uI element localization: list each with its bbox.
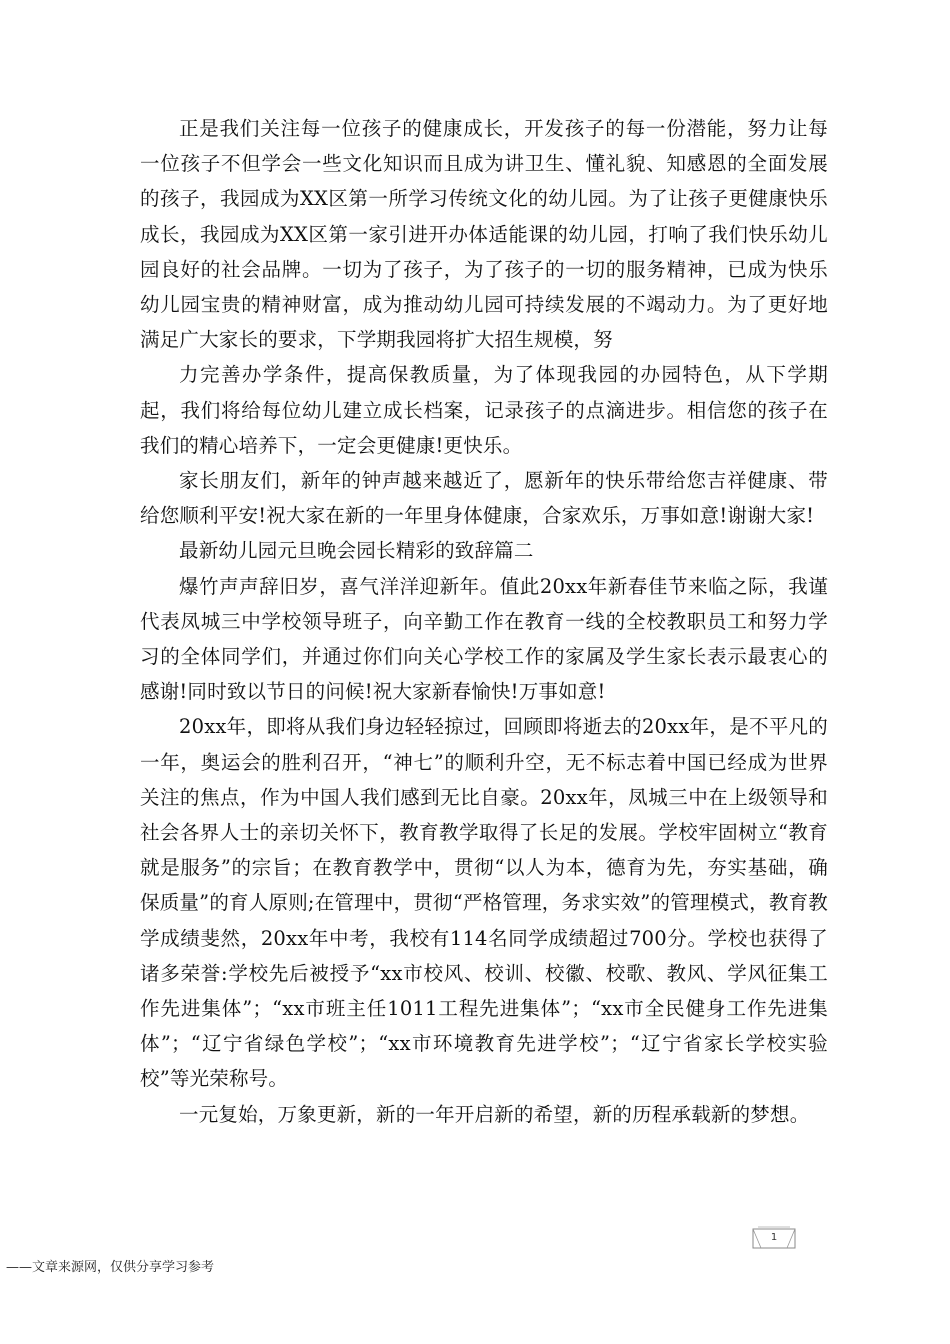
- paragraph: 力完善办学条件，提高保教质量，为了体现我园的办园特色，从下学期起，我们将给每位幼儿建立成长档案，记录孩子的点滴进步。相信您的孩子在我们的精心培养下，一定会更健康!更快乐。: [140, 363, 828, 457]
- page-number-frame: [752, 1226, 796, 1250]
- paragraph: 家长朋友们，新年的钟声越来越近了，愿新年的快乐带给您吉祥健康、带给您顺利平安!祝大家在新的一年里身体健康，合家欢乐，万事如意!谢谢大家!: [140, 469, 828, 528]
- source-note: ——文章来源网，仅供分享学习参考: [6, 1260, 215, 1275]
- document-body: [140, 111, 828, 1132]
- section-heading: 最新幼儿园元旦晚会园长精彩的致辞篇二: [179, 539, 534, 563]
- paragraph: 一元复始，万象更新，新的一年开启新的希望，新的历程承载新的梦想。: [179, 1102, 810, 1126]
- paragraph: 正是我们关注每一位孩子的健康成长，开发孩子的每一份潜能，努力让每一位孩子不但学会一些文化知识而且成为讲卫生、懂礼貌、知感恩的全面发展的孩子，我园成为XX区第一所学习传统文化的幼儿园。为了让孩子更健康快乐成长，我园成为XX区第一家引进开办体适能课的幼儿园，打响了我们快乐幼儿园良好的社会品牌。一切为了孩子，为了孩子的一切的服务精神，已成为快乐幼儿园宝贵的精神财富，成为推动幼儿园可持续发展的不竭动力。为了更好地满足广大家长的要求，下学期我园将扩大招生规模，努: [140, 117, 828, 352]
- paragraph: 20xx年，即将从我们身边轻轻掠过，回顾即将逝去的20xx年，是不平凡的一年，奥运会的胜利召开，“神七”的顺利升空，无不标志着中国已经成为世界关注的焦点，作为中国人我们感到无比自豪。20xx年，凤城三中在上级领导和社会各界人士的亲切关怀下，教育教学取得了长足的发展。学校牢固树立“教育就是服务”的宗旨；在教育教学中，贯彻“以人为本，德育为先，夯实基础，确保质量”的育人原则;在管理中，贯彻“严格管理，务求实效”的管理模式，教育教学成绩斐然，20xx年中考，我校有114名同学成绩超过700分。学校也获得了诸多荣誉:学校先后被授予“xx市校风、校训、校徽、校歌、教风、学风征集工作先进集体”；“xx市班主任1011工程先进集体”；“xx市全民健身工作先进集体”；“辽宁省绿色学校”；“xx市环境教育先进学校”；“辽宁省家长学校实验校”等光荣称号。: [140, 715, 828, 1091]
- page-number: 1: [770, 1232, 778, 1243]
- paragraph: 爆竹声声辞旧岁，喜气洋洋迎新年。值此20xx年新春佳节来临之际，我谨代表凤城三中学校领导班子，向辛勤工作在教育一线的全校教职员工和努力学习的全体同学们，并通过你们向关心学校工作的家属及学生家长表示最衷心的感谢!同时致以节日的问候!祝大家新春愉快!万事如意!: [140, 574, 828, 704]
